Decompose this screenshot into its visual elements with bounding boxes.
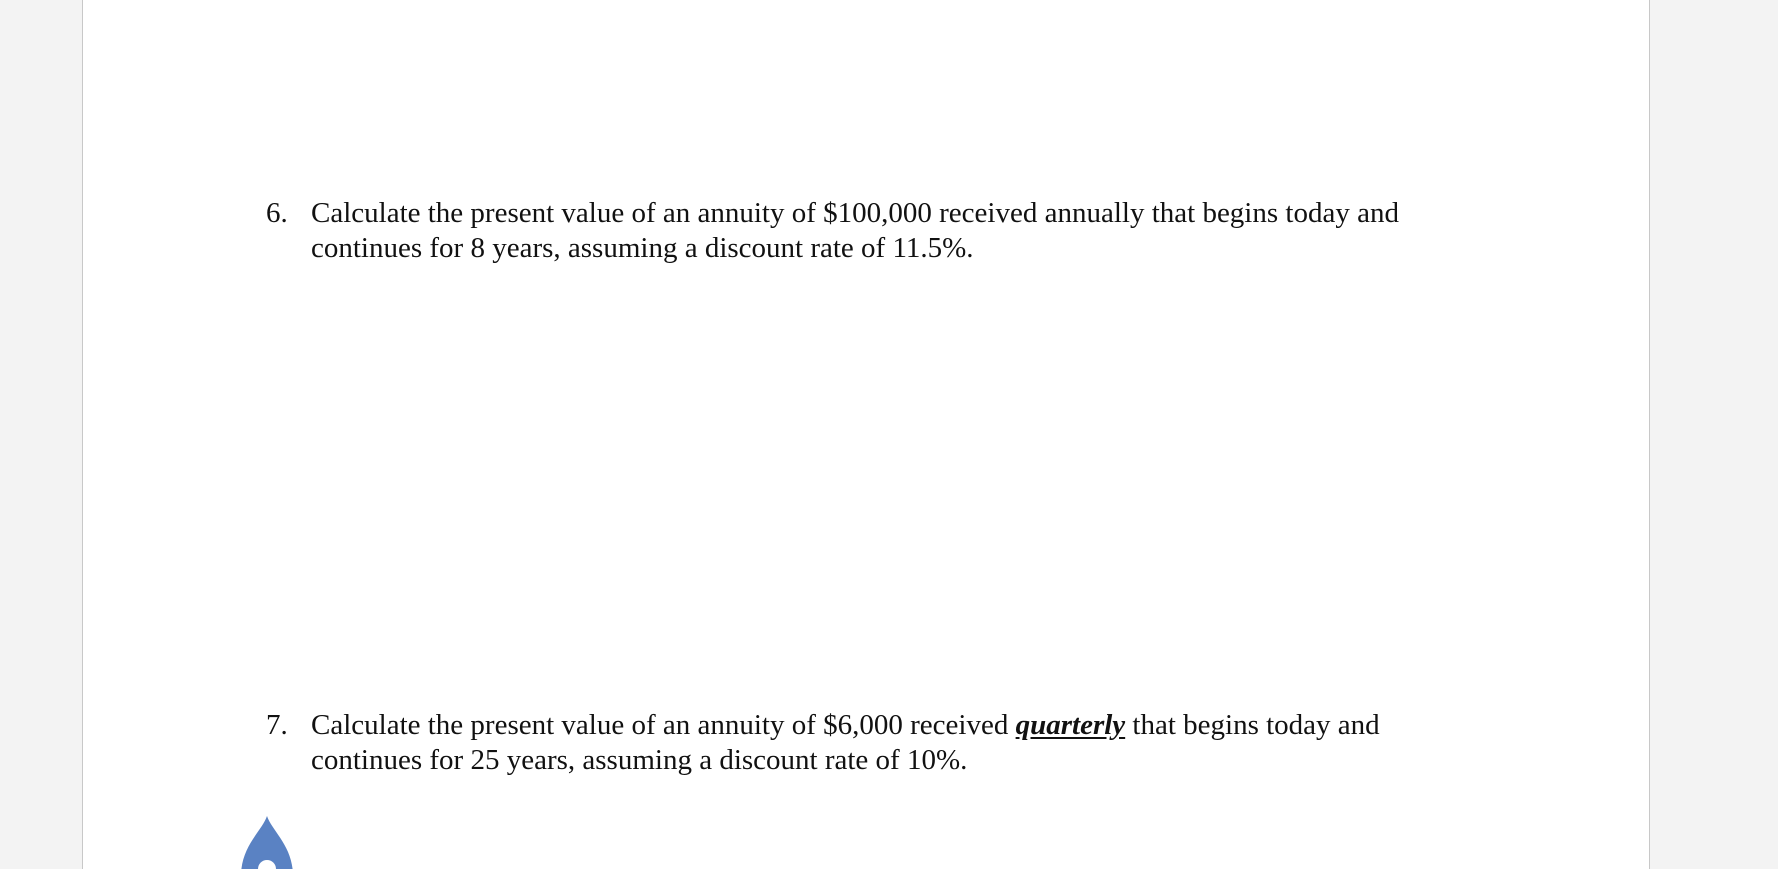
- text-cursor-handle-icon[interactable]: [241, 816, 293, 869]
- question-number: 6.: [266, 197, 288, 229]
- question-text-line-1: [311, 708, 1380, 743]
- question-text-line-1: Calculate the present value of an annuity of $100,000 received annually that begins today and: [311, 197, 1399, 229]
- question-7: [266, 708, 1566, 780]
- question-text-after-emphasis: that begins today and: [1125, 709, 1380, 741]
- question-text-line-2: continues for 25 years, assuming a discount rate of 10%.: [311, 744, 968, 776]
- document-page[interactable]: [82, 0, 1650, 869]
- question-text-before-emphasis: Calculate the present value of an annuity of $6,000 received: [311, 709, 1016, 741]
- question-number: 7.: [266, 709, 288, 741]
- emphasized-term: quarterly: [1015, 709, 1126, 741]
- question-text-line-2: continues for 8 years, assuming a discount rate of 11.5%.: [311, 232, 974, 264]
- question-6: [266, 196, 1566, 268]
